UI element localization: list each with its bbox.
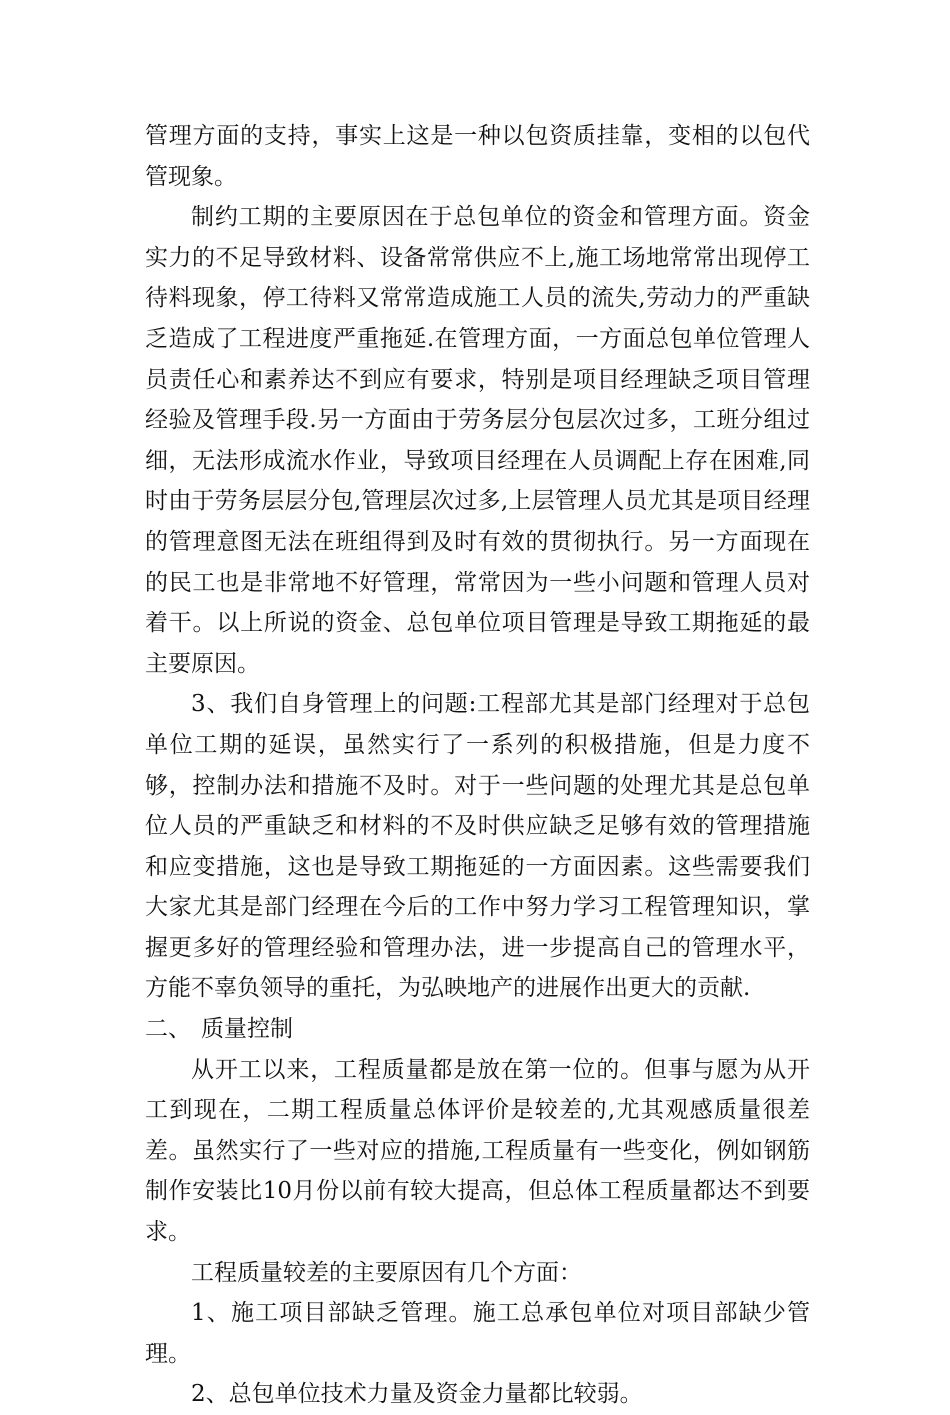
- section-heading-number: 二、: [145, 1016, 191, 1043]
- document-body: [145, 116, 810, 1415]
- paragraph-continuation: 管理方面的支持，事实上这是一种以包资质挂靠，变相的以包代管现象。: [145, 123, 810, 190]
- section-heading-quality-control: [145, 1009, 810, 1050]
- paragraph-schedule-causes: 制约工期的主要原因在于总包单位的资金和管理方面。资金实力的不足导致材料、设备常常供应不上,施工场地常常出现停工待料现象，停工待料又常常造成施工人员的流失,劳动力的严重缺乏造成了工程进度严重拖延.在管理方面，一方面总包单位管理人员责任心和素养达不到应有要求，特别是项目经理缺乏项目管理经验及管理手段.另一方面由于劳务层分包层次过多，工班分组过细，无法形成流水作业，导致项目经理在人员调配上存在困难,同时由于劳务层层分包,管理层次过多,上层管理人员尤其是项目经理的管理意图无法在班组得到及时有效的贯彻执行。另一方面现在的民工也是非常地不好管理，常常因为一些小问题和管理人员对着干。以上所说的资金、总包单位项目管理是导致工期拖延的最主要原因。: [145, 204, 810, 677]
- paragraph-quality-cause-1: 1、施工项目部缺乏管理。施工总承包单位对项目部缺少管理。: [145, 1300, 810, 1367]
- paragraph-quality-causes-intro: 工程质量较差的主要原因有几个方面：: [191, 1259, 582, 1286]
- paragraph-quality-overview: 从开工以来，工程质量都是放在第一位的。但事与愿为从开工到现在，二期工程质量总体评价是较差的,尤其观感质量很差差。虽然实行了一些对应的措施,工程质量有一些变化，例如钢筋制作安装比10月份以前有较大提高，但总体工程质量都达不到要求。: [145, 1056, 810, 1246]
- paragraph-self-management: 3、我们自身管理上的问题:工程部尤其是部门经理对于总包单位工期的延误，虽然实行了一系列的积极措施，但是力度不够，控制办法和措施不及时。对于一些问题的处理尤其是总包单位人员的严重缺乏和材料的不及时供应缺乏足够有效的管理措施和应变措施，这也是导致工期拖延的一方面因素。这些需要我们大家尤其是部门经理在今后的工作中努力学习工程管理知识，掌握更多好的管理经验和管理办法，进一步提高自己的管理水平，方能不辜负领导的重托，为弘映地产的进展作出更大的贡献.: [145, 691, 810, 1002]
- section-heading-title: 质量控制: [201, 1016, 293, 1043]
- paragraph-quality-cause-2: 2、总包单位技术力量及资金力量都比较弱。: [191, 1381, 643, 1408]
